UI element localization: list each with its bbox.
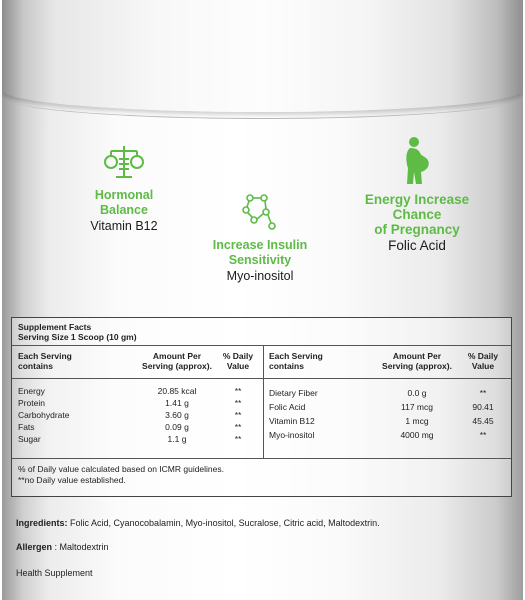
column-header-line: Amount Per <box>392 351 442 361</box>
ingredients-label: Ingredients: <box>16 518 68 528</box>
feature-title-line: Increase Insulin <box>212 238 308 252</box>
supplement-facts-title: Supplement Facts <box>18 322 92 332</box>
column-header-line: Each Serving <box>269 351 323 361</box>
serving-size: Serving Size 1 Scoop (10 gm) <box>18 332 137 342</box>
nutrient-amount: 3.60 g <box>165 410 189 420</box>
feature-title-line: Chance <box>392 207 442 222</box>
column-header-line: contains <box>18 360 53 371</box>
nutrient-amount: 20.85 kcal <box>157 386 197 396</box>
column-header <box>132 352 222 371</box>
nutrient-amount: 1 mcg <box>405 416 429 426</box>
nutrient-daily-value: 45.45 <box>472 416 494 426</box>
column-header <box>216 352 260 371</box>
allergen-label: Allergen <box>16 542 53 552</box>
supplement-jar <box>2 0 523 600</box>
column-header-line: Each Serving <box>18 351 72 361</box>
molecule-icon <box>240 192 280 234</box>
table-divider <box>12 458 511 459</box>
nutrient-amount: 1.1 g <box>167 434 187 444</box>
jar-lid-rim <box>2 96 523 119</box>
nutrient-name: Vitamin B12 <box>269 416 315 426</box>
nutrient-name: Fats <box>18 422 35 432</box>
feature-insulin-sensitivity <box>200 192 320 284</box>
nutrient-amount: 1.41 g <box>165 398 189 408</box>
column-header <box>372 352 462 371</box>
allergen-text: : Maltodextrin <box>52 542 109 552</box>
nutrient-name: Energy <box>18 386 45 396</box>
feature-hormonal-balance <box>74 140 174 234</box>
feature-title-line: Energy Increase <box>364 192 470 207</box>
supplement-facts-table <box>11 317 512 497</box>
feature-energy-pregnancy <box>342 136 492 254</box>
column-header-line: Value <box>471 360 495 371</box>
nutrient-name: Folic Acid <box>269 402 306 412</box>
nutrient-name: Dietary Fiber <box>269 388 318 398</box>
ingredients-text: Folic Acid, Cyanocobalamin, Myo-inositol, Sucralose, Citric acid, Maltodextrin. <box>67 518 380 528</box>
column-header-line: contains <box>269 360 304 371</box>
column-header-line: % Daily <box>222 351 254 361</box>
nutrient-name: Protein <box>18 398 45 408</box>
column-header-line: Serving (approx). <box>382 360 452 371</box>
feature-subtitle: Vitamin B12 <box>90 219 158 233</box>
supplement-facts-header <box>18 322 137 342</box>
nutrient-daily-value: ** <box>234 422 242 432</box>
nutrient-daily-value: ** <box>234 434 242 444</box>
column-header-line: Serving (approx). <box>142 360 212 371</box>
column-header-line: Value <box>226 360 250 371</box>
column-header <box>18 352 72 371</box>
nutrient-daily-value: ** <box>234 398 242 408</box>
nutrient-daily-value: 90.41 <box>472 402 494 412</box>
ingredients-line <box>16 518 380 528</box>
footnote: **no Daily value established. <box>18 475 126 485</box>
scales-icon <box>103 140 145 182</box>
nutrient-amount: 0.0 g <box>407 388 427 398</box>
health-supplement-label: Health Supplement <box>16 568 93 578</box>
nutrient-name: Sugar <box>18 434 41 444</box>
feature-title-line: Hormonal <box>94 188 154 202</box>
nutrient-amount: 4000 mg <box>400 430 434 440</box>
nutrient-name: Myo-inositol <box>269 430 315 440</box>
nutrient-daily-value: ** <box>479 388 487 398</box>
feature-title-line: of Pregnancy <box>374 222 460 237</box>
column-header <box>269 352 323 371</box>
column-header-line: % Daily <box>467 351 499 361</box>
nutrient-amount: 0.09 g <box>165 422 189 432</box>
feature-subtitle: Myo-inositol <box>226 269 294 283</box>
table-divider <box>12 378 511 379</box>
nutrient-daily-value: ** <box>234 386 242 396</box>
column-header-line: Amount Per <box>152 351 202 361</box>
nutrient-daily-value: ** <box>479 430 487 440</box>
nutrient-amount: 117 mcg <box>401 402 433 412</box>
column-header <box>460 352 506 371</box>
feature-title-line: Sensitivity <box>228 253 292 267</box>
feature-title-line: Balance <box>100 203 148 217</box>
nutrient-name: Carbohydrate <box>18 410 70 420</box>
allergen-line <box>16 542 109 552</box>
feature-subtitle: Folic Acid <box>388 238 446 253</box>
table-column-divider <box>263 346 264 458</box>
pregnant-woman-icon <box>399 136 435 186</box>
footnote: % of Daily value calculated based on ICMR guidelines. <box>18 464 225 474</box>
nutrient-daily-value: ** <box>234 410 242 420</box>
table-divider <box>12 345 511 346</box>
